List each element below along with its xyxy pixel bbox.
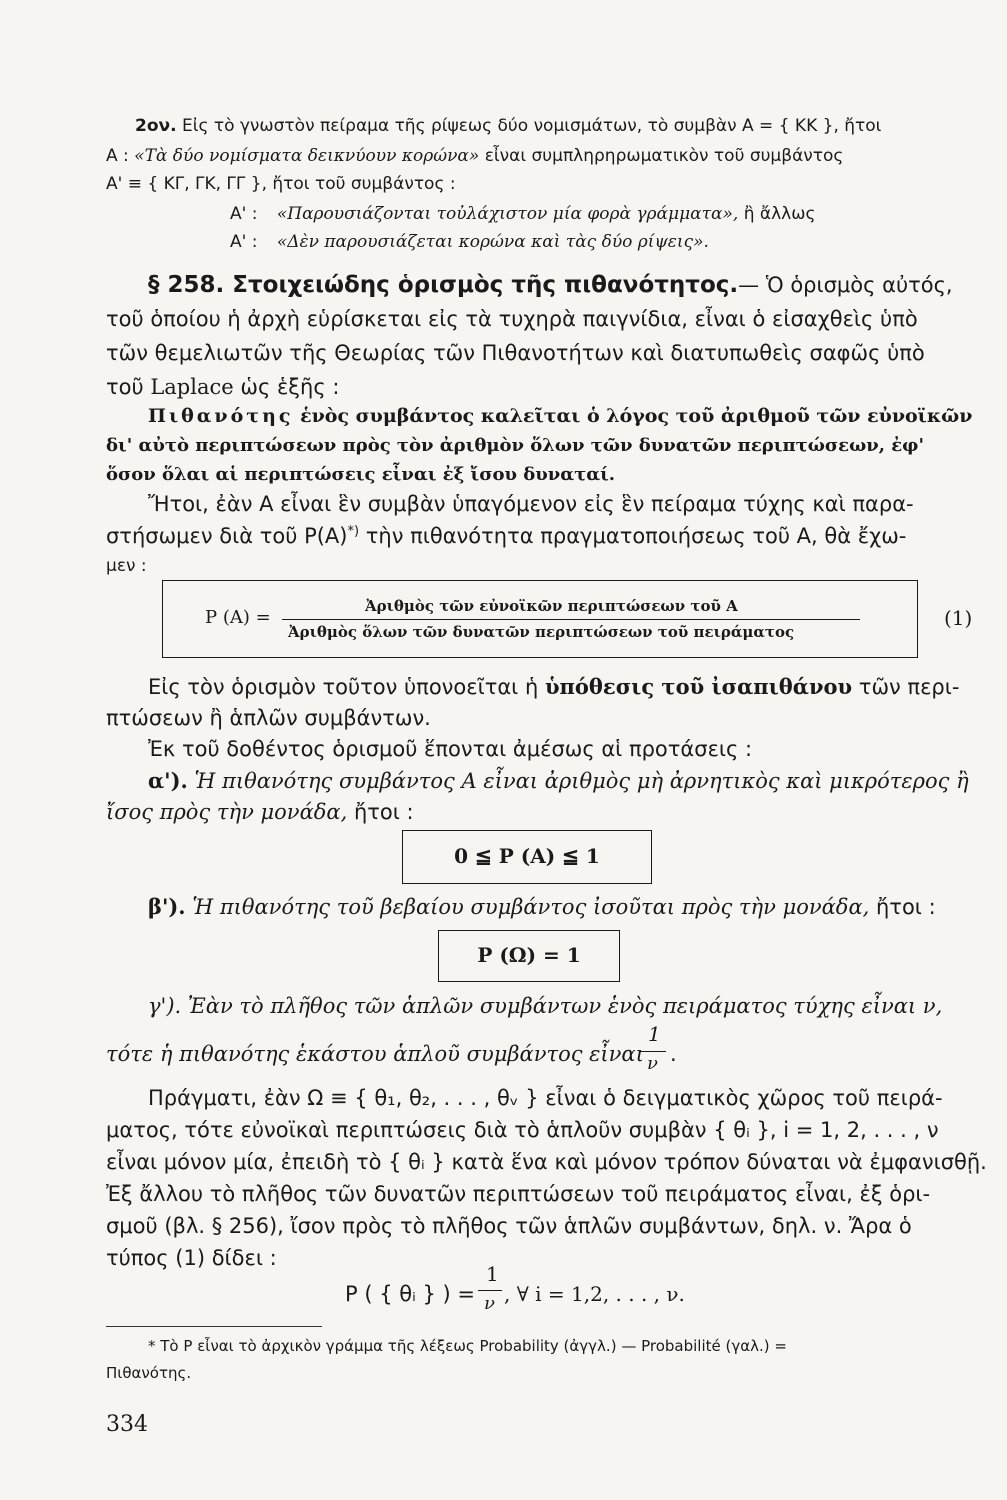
example-line-2: Α : «Τὰ δύο νομίσματα δεικνύουν κορώνα» εἶναι συμπληρηρωματικὸν τοῦ συμβάντος — [106, 146, 844, 166]
para2-line-3: μεν : — [106, 556, 147, 576]
footnote-line-1: * Τὸ Ρ εἶναι τὸ ἀρχικὸν γράμμα τῆς λέξεως Probability (ἀγγλ.) — Probabilité (γαλ.) = — [148, 1337, 787, 1355]
formula-1-tag: (1) — [944, 606, 973, 630]
footnote-line-2: Πιθανότης. — [106, 1364, 192, 1382]
formula-1-lhs: Ρ (Α) = — [205, 607, 271, 628]
para3-line-2: πτώσεων ἢ ἁπλῶν συμβάντων. — [106, 706, 431, 730]
prop-c-frac-bar — [640, 1051, 666, 1052]
para4-line-4: Ἐξ ἄλλου τὸ πλῆθος τῶν δυνατῶν περιπτώσεων τοῦ πειράματος εἶναι, ἐξ ὁρι- — [106, 1182, 931, 1206]
prop-c-label: γ'). — [148, 994, 182, 1018]
final-formula-lhs: Ρ ( { θᵢ } ) = — [345, 1282, 476, 1306]
example-line-3: Α' ≡ { ΚΓ, ΓΚ, ΓΓ }, ἤτοι τοῦ συμβάντος : — [106, 174, 456, 194]
prop-b-line: β'). Ἡ πιθανότης τοῦ βεβαίου συμβάντος ἰσοῦται πρὸς τὴν μονάδα, ἤτοι : — [148, 894, 936, 919]
final-formula-bar — [478, 1290, 502, 1291]
page-number: 334 — [106, 1412, 148, 1437]
hypothesis-term: ὑπόθεσις τοῦ ἰσαπιθάνου — [544, 674, 853, 699]
prop-b-formula: Ρ (Ω) = 1 — [477, 943, 581, 967]
formula-1-fraction-bar — [282, 619, 860, 620]
para2-line-1: Ἤτοι, ἐὰν Α εἶναι ἓν συμβὰν ὑπαγόμενον εἰς ἓν πείραμα τύχης καὶ παρα- — [148, 492, 914, 516]
example-text: Εἰς τὸ γνωστὸν πείραμα τῆς ρίψεως δύο νομισμάτων, τὸ συμβὰν Α = { ΚΚ }, ἤτοι — [181, 116, 882, 136]
para4-line-5: σμοῦ (βλ. § 256), ἴσον πρὸς τὸ πλῆθος τῶν ἁπλῶν συμβάντων, δηλ. ν. Ἄρα ὁ — [106, 1214, 912, 1238]
prop-c-line-1: γ'). Ἐὰν τὸ πλῆθος τῶν ἁπλῶν συμβάντων ἑνὸς πειράματος τύχης εἶναι ν, — [148, 994, 943, 1018]
definition-term: Πιθανότης — [148, 405, 294, 427]
definition-line-3: ὅσον ὅλαι αἱ περιπτώσεις εἶναι ἐξ ἴσου δυναταί. — [106, 464, 616, 485]
section-line-1: τοῦ ὁποίου ἡ ἀρχὴ εὑρίσκεται εἰς τὰ τυχηρὰ παιγνίδια, εἶναι ὁ εἰσαχθεὶς ὑπὸ — [106, 307, 918, 331]
footnote-rule — [106, 1326, 322, 1327]
prop-b-label: β'). — [148, 894, 186, 919]
definition-line-2: δι' αὐτὸ περιπτώσεων πρὸς τὸν ἀριθμὸν ὅλων τῶν δυνατῶν περιπτώσεων, ἐφ' — [106, 435, 924, 456]
final-formula-rhs: , ∀ i = 1,2, . . . , ν. — [504, 1282, 685, 1306]
example-line-4: Α' : «Παρουσιάζονται τοὐλάχιστον μία φορὰ γράμματα», ἢ ἄλλως — [230, 204, 816, 224]
example-line-5: Α' : «Δὲν παρουσιάζεται κορώνα καὶ τὰς δύο ρίψεις». — [230, 232, 709, 252]
prop-c-end: . — [670, 1042, 677, 1066]
final-formula-den: ν — [484, 1293, 495, 1314]
definition-line-1: Πιθανότης ἑνὸς συμβάντος καλεῖται ὁ λόγος τοῦ ἀριθμοῦ τῶν εὐνοϊκῶν — [148, 405, 973, 427]
para4-line-1: Πράγματι, ἐὰν Ω ≡ { θ₁, θ₂, . . . , θᵥ } εἶναι ὁ δειγματικὸς χῶρος τοῦ πειρά- — [148, 1086, 943, 1110]
section-line-3: τοῦ Laplace ὡς ἑξῆς : — [106, 375, 340, 399]
footnote-marker: *) — [347, 524, 360, 539]
quote: «Τὰ δύο νομίσματα δεικνύουν κορώνα» — [134, 146, 480, 166]
para4-line-3: εἶναι μόνον μία, ἐπειδὴ τὸ { θᵢ } κατὰ ἕνα καὶ μόνον τρόπον δύναται νὰ ἐμφανισθῇ. — [106, 1150, 987, 1174]
prop-c-frac-den: ν — [647, 1053, 658, 1074]
prop-a-line-1: α'). Ἡ πιθανότης συμβάντος Α εἶναι ἀριθμὸς μὴ ἀρνητικὸς καὶ μικρότερος ἢ — [148, 768, 969, 793]
para4-line-6: τύπος (1) δίδει : — [106, 1246, 277, 1270]
para4-line-2: ματος, τότε εὐνοϊκαὶ περιπτώσεις διὰ τὸ ἁπλοῦν συμβὰν { θᵢ }, i = 1, 2, . . . , ν — [106, 1118, 939, 1142]
prop-a-formula: 0 ≦ Ρ (Α) ≦ 1 — [454, 844, 600, 868]
formula-1-numerator: Ἀριθμὸς τῶν εὐνοϊκῶν περιπτώσεων τοῦ Α — [365, 597, 738, 615]
section-line-2: τῶν θεμελιωτῶν τῆς Θεωρίας τῶν Πιθανοτήτων καὶ διατυπωθεὶς σαφῶς ὑπὸ — [106, 341, 925, 365]
final-formula-num: 1 — [486, 1262, 499, 1286]
example-line-1 — [135, 116, 881, 136]
para2-line-2: στήσωμεν διὰ τοῦ Ρ(Α)*) τὴν πιθανότητα πραγματοποιήσεως τοῦ Α, θὰ ἔχω- — [106, 524, 907, 548]
prop-c-frac-num: 1 — [648, 1022, 661, 1046]
example-number: 2ον. — [135, 116, 177, 136]
para3-line-3: Ἐκ τοῦ δοθέντος ὁρισμοῦ ἕπονται ἀμέσως αἱ προτάσεις : — [148, 737, 753, 761]
prop-a-label: α'). — [148, 768, 188, 793]
para3-line-1: Εἰς τὸν ὁρισμὸν τοῦτον ὑπονοεῖται ἡ ὑπόθεσις τοῦ ἰσαπιθάνου τῶν περι- — [148, 674, 960, 699]
prop-c-line-2: τότε ἡ πιθανότης ἑκάστου ἁπλοῦ συμβάντος εἶναι — [106, 1042, 644, 1066]
section-heading: § 258. Στοιχειώδης ὁρισμὸς τῆς πιθανότητος.— Ὁ ὁρισμὸς αὐτός, — [148, 272, 953, 298]
formula-1-denominator: Ἀριθμὸς ὅλων τῶν δυνατῶν περιπτώσεων τοῦ πειράματος — [288, 623, 795, 641]
prop-a-line-2: ἴσος πρὸς τὴν μονάδα, ἤτοι : — [106, 800, 414, 824]
